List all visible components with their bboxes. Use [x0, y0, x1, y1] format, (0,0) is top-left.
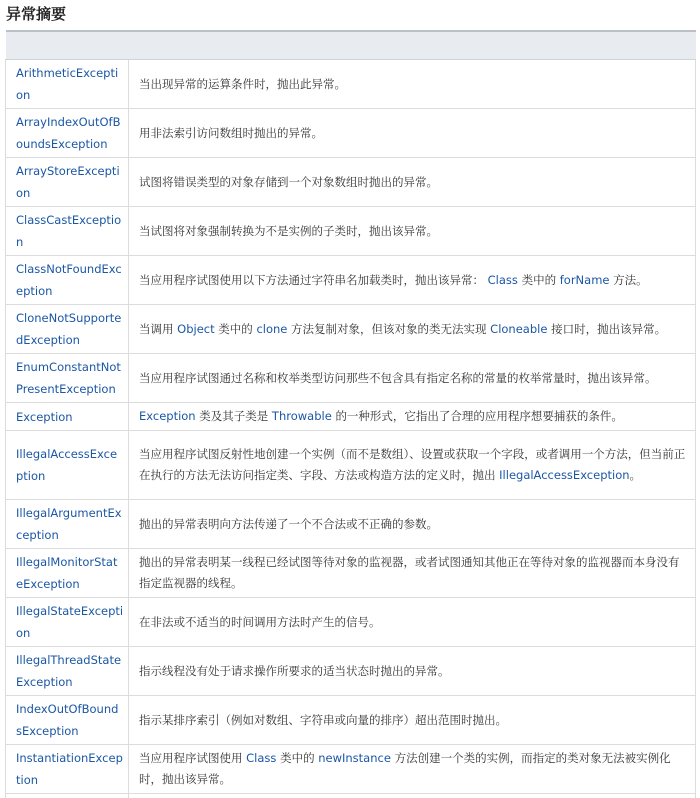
table-row — [6, 60, 696, 109]
method-link[interactable]: forName — [559, 272, 610, 287]
exception-link[interactable]: IllegalMonitorStateException — [16, 555, 118, 591]
interface-link[interactable]: Cloneable — [490, 321, 548, 336]
table-row — [6, 500, 696, 549]
exception-description: 当应用程序试图使用 Class 类中的 newInstance 方法创建一个类的实例，而指定的类对象无法被实例化时，抛出该异常。 — [139, 751, 671, 786]
exception-summary-table — [5, 30, 696, 798]
exception-link[interactable]: IllegalStateException — [16, 604, 124, 640]
exception-description: 当试图将对象强制转换为不是实例的子类时，抛出该异常。 — [139, 223, 438, 238]
class-link[interactable]: Class — [487, 272, 518, 287]
exception-description: 当应用程序试图使用以下方法通过字符串名加载类时，抛出该异常： Class 类中的 forName 方法。 — [139, 272, 648, 287]
exception-description: 指示线程没有处于请求操作所要求的适当状态时抛出的异常。 — [139, 663, 450, 678]
table-row — [6, 549, 696, 598]
exception-description: 用非法索引访问数组时抛出的异常。 — [139, 125, 323, 140]
exception-link[interactable]: IllegalArgumentException — [16, 506, 122, 542]
table-row — [6, 305, 696, 354]
class-link[interactable]: Exception — [139, 409, 196, 423]
exception-link[interactable]: CloneNotSupportedException — [16, 311, 122, 347]
method-link[interactable]: clone — [256, 321, 288, 336]
exception-link[interactable]: Exception — [16, 409, 73, 424]
table-header-cell — [6, 31, 696, 60]
exception-link[interactable]: IllegalThreadStateException — [16, 653, 122, 689]
page-title: 异常摘要 — [6, 5, 67, 23]
exception-description: 抛出的异常表明向方法传递了一个不合法或不正确的参数。 — [139, 516, 438, 531]
exception-link[interactable]: EnumConstantNotPresentException — [16, 360, 121, 396]
class-link[interactable]: Object — [177, 321, 215, 336]
table-row — [6, 696, 696, 745]
class-link[interactable]: Throwable — [271, 409, 332, 423]
exception-link[interactable]: InstantiationException — [16, 751, 123, 787]
exception-description: Exception 类及其子类是 Throwable 的一种形式，它指出了合理的应用程序想要捕获的条件。 — [139, 409, 623, 423]
exception-link[interactable]: ArithmeticException — [16, 66, 119, 102]
table-row — [6, 109, 696, 158]
table-cell — [6, 794, 129, 798]
table-row — [6, 158, 696, 207]
table-header-row — [6, 31, 696, 60]
table-cell — [129, 794, 696, 798]
exception-description: 指示某排序索引（例如对数组、字符串或向量的排序）超出范围时抛出。 — [139, 712, 507, 727]
class-link[interactable]: IllegalAccessException — [499, 468, 630, 482]
table-row — [6, 647, 696, 696]
table-row — [6, 745, 696, 794]
table-row — [6, 403, 696, 431]
exception-link[interactable]: ClassNotFoundException — [16, 262, 122, 298]
table-row — [6, 207, 696, 256]
method-link[interactable]: newInstance — [318, 751, 391, 765]
table-row — [6, 598, 696, 647]
exception-description: 抛出的异常表明某一线程已经试图等待对象的监视器，或者试图通知其他正在等待对象的监视器而本身没有指定监视器的线程。 — [139, 555, 680, 590]
table-row — [6, 354, 696, 403]
exception-link[interactable]: IllegalAccessException — [16, 447, 118, 483]
exception-description: 当应用程序试图反射性地创建一个实例（而不是数组）、设置或获取一个字段，或者调用一个方法，但当前正在执行的方法无法访问指定类、字段、方法或构造方法的定义时，抛出 IllegalAccessException。 — [139, 447, 686, 482]
table-row — [6, 794, 696, 798]
class-link[interactable]: Class — [246, 751, 277, 765]
exception-description: 当调用 Object 类中的 clone 方法复制对象，但该对象的类无法实现 Cloneable 接口时，抛出该异常。 — [139, 321, 667, 336]
exception-description: 当出现异常的运算条件时，抛出此异常。 — [139, 76, 346, 91]
exception-link[interactable]: IndexOutOfBoundsException — [16, 702, 119, 738]
exception-description: 当应用程序试图通过名称和枚举类型访问那些不包含具有指定名称的常量的枚举常量时，抛出该异常。 — [139, 370, 657, 385]
exception-link[interactable]: ClassCastException — [16, 213, 122, 249]
exception-link[interactable]: ArrayStoreException — [16, 164, 120, 200]
exception-link[interactable]: ArrayIndexOutOfBoundsException — [16, 115, 121, 151]
table-row — [6, 431, 696, 500]
table-row — [6, 256, 696, 305]
exception-description: 在非法或不适当的时间调用方法时产生的信号。 — [139, 614, 381, 629]
exception-description: 试图将错误类型的对象存储到一个对象数组时抛出的异常。 — [139, 174, 438, 189]
